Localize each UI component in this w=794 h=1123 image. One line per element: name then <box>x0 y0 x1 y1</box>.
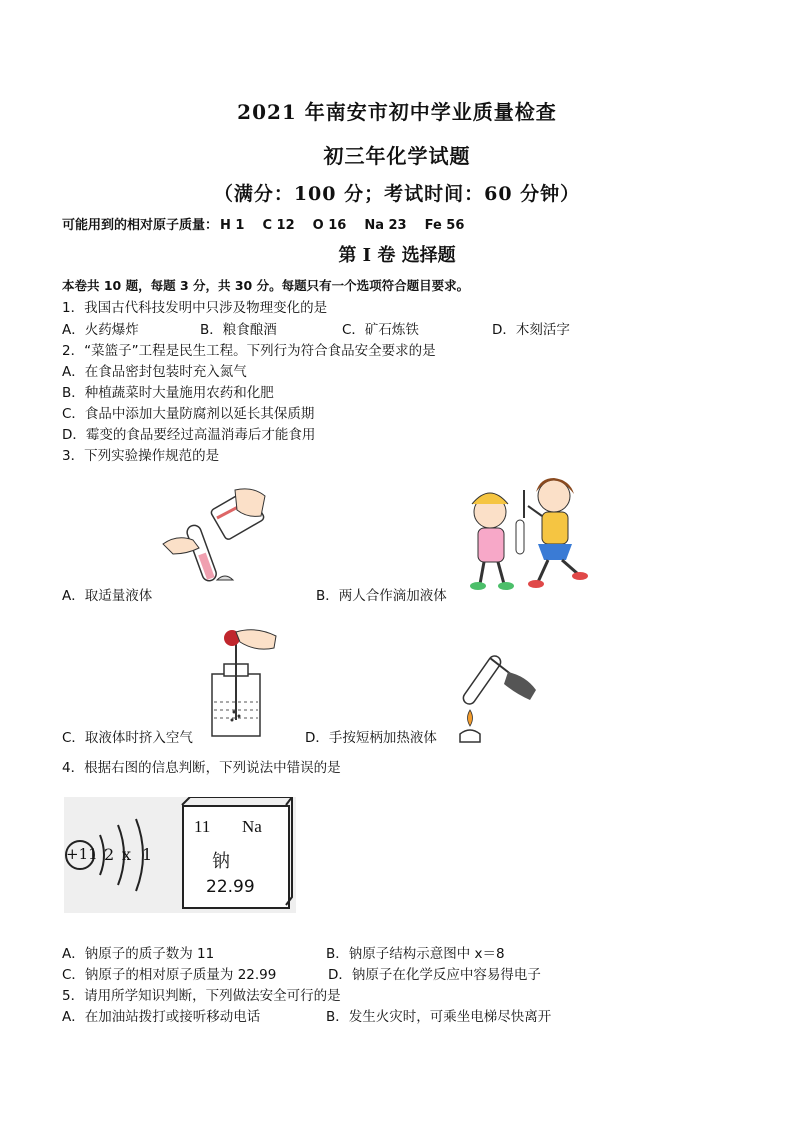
q4-option-a: A．钠原子的质子数为 11 <box>62 946 215 962</box>
atomic-number: 11 <box>194 817 211 836</box>
q3-option-c: C．取液体时挤入空气 <box>62 730 193 746</box>
atomic-mass-na: Na 23 <box>364 218 407 233</box>
q2-option-c: C．食品中添加大量防腐剂以延长其保质期 <box>62 406 315 422</box>
atomic-mass-o: O 16 <box>312 218 347 233</box>
two-children-dropping-liquid-illustration <box>450 470 600 598</box>
q4-stem: 4．根据右图的信息判断，下列说法中错误的是 <box>62 760 341 776</box>
q1-option-d: D．木刻活字 <box>492 322 570 338</box>
score-time: （满分：100 分；考试时间：60 分钟） <box>213 183 581 205</box>
dropper-bottle-illustration <box>206 624 286 742</box>
heating-test-tube-illustration <box>446 642 542 746</box>
element-symbol: Na <box>242 817 262 836</box>
atomic-mass-label: 可能用到的相对原子质量： <box>62 218 219 233</box>
nucleus-charge: +11 <box>66 845 98 863</box>
shell-3-electrons: 1 <box>142 845 153 864</box>
q1-option-b: B．粮食酿酒 <box>200 322 277 338</box>
q3-option-b: B．两人合作滴加液体 <box>316 588 447 604</box>
atomic-mass-c: C 12 <box>262 218 295 233</box>
atomic-mass-line <box>62 214 464 233</box>
q2-option-b: B．种植蔬菜时大量施用农药和化肥 <box>62 385 274 401</box>
q4-option-c: C．钠原子的相对原子质量为 22.99 <box>62 967 277 983</box>
q5-option-b: B．发生火灾时，可乘坐电梯尽快离开 <box>326 1009 552 1025</box>
q3-option-a: A．取适量液体 <box>62 588 153 604</box>
q1-stem: 1．我国古代科技发明中只涉及物理变化的是 <box>62 300 328 316</box>
pouring-liquid-illustration <box>155 484 285 594</box>
shell-1-electrons: 2 <box>104 845 115 864</box>
q1-option-c: C．矿石炼铁 <box>342 322 419 338</box>
element-cell-3d-edges <box>180 797 296 913</box>
atomic-mass: 22.99 <box>206 877 255 897</box>
element-name: 钠 <box>212 851 230 872</box>
sodium-atom-figure <box>64 797 296 913</box>
q2-option-a: A．在食品密封包装时充入氮气 <box>62 364 247 380</box>
q3-option-d: D．手按短柄加热液体 <box>305 730 437 746</box>
q3-stem: 3．下列实验操作规范的是 <box>62 448 220 464</box>
q1-option-a: A．火药爆炸 <box>62 322 139 338</box>
page-title: 2021 年南安市初中学业质量检查 <box>237 100 557 124</box>
q2-stem: 2．“菜篮子”工程是民生工程。下列行为符合食品安全要求的是 <box>62 343 436 359</box>
shell-2-electrons: x <box>122 845 132 864</box>
q5-option-a: A．在加油站拨打或接听移动电话 <box>62 1009 261 1025</box>
exam-subtitle: 初三年化学试题 <box>323 144 471 168</box>
q4-option-d: D．钠原子在化学反应中容易得电子 <box>328 967 541 983</box>
section-instructions: 本卷共 10 题，每题 3 分，共 30 分。每题只有一个选项符合题目要求。 <box>62 278 470 293</box>
q5-stem: 5．请用所学知识判断，下列做法安全可行的是 <box>62 988 341 1004</box>
atomic-mass-h: H 1 <box>220 218 245 233</box>
atomic-mass-fe: Fe 56 <box>424 218 465 233</box>
section-title: 第 I 卷 选择题 <box>338 245 456 266</box>
q4-option-b: B．钠原子结构示意图中 x＝8 <box>326 946 505 962</box>
q2-option-d: D．霉变的食品要经过高温消毒后才能食用 <box>62 427 316 443</box>
